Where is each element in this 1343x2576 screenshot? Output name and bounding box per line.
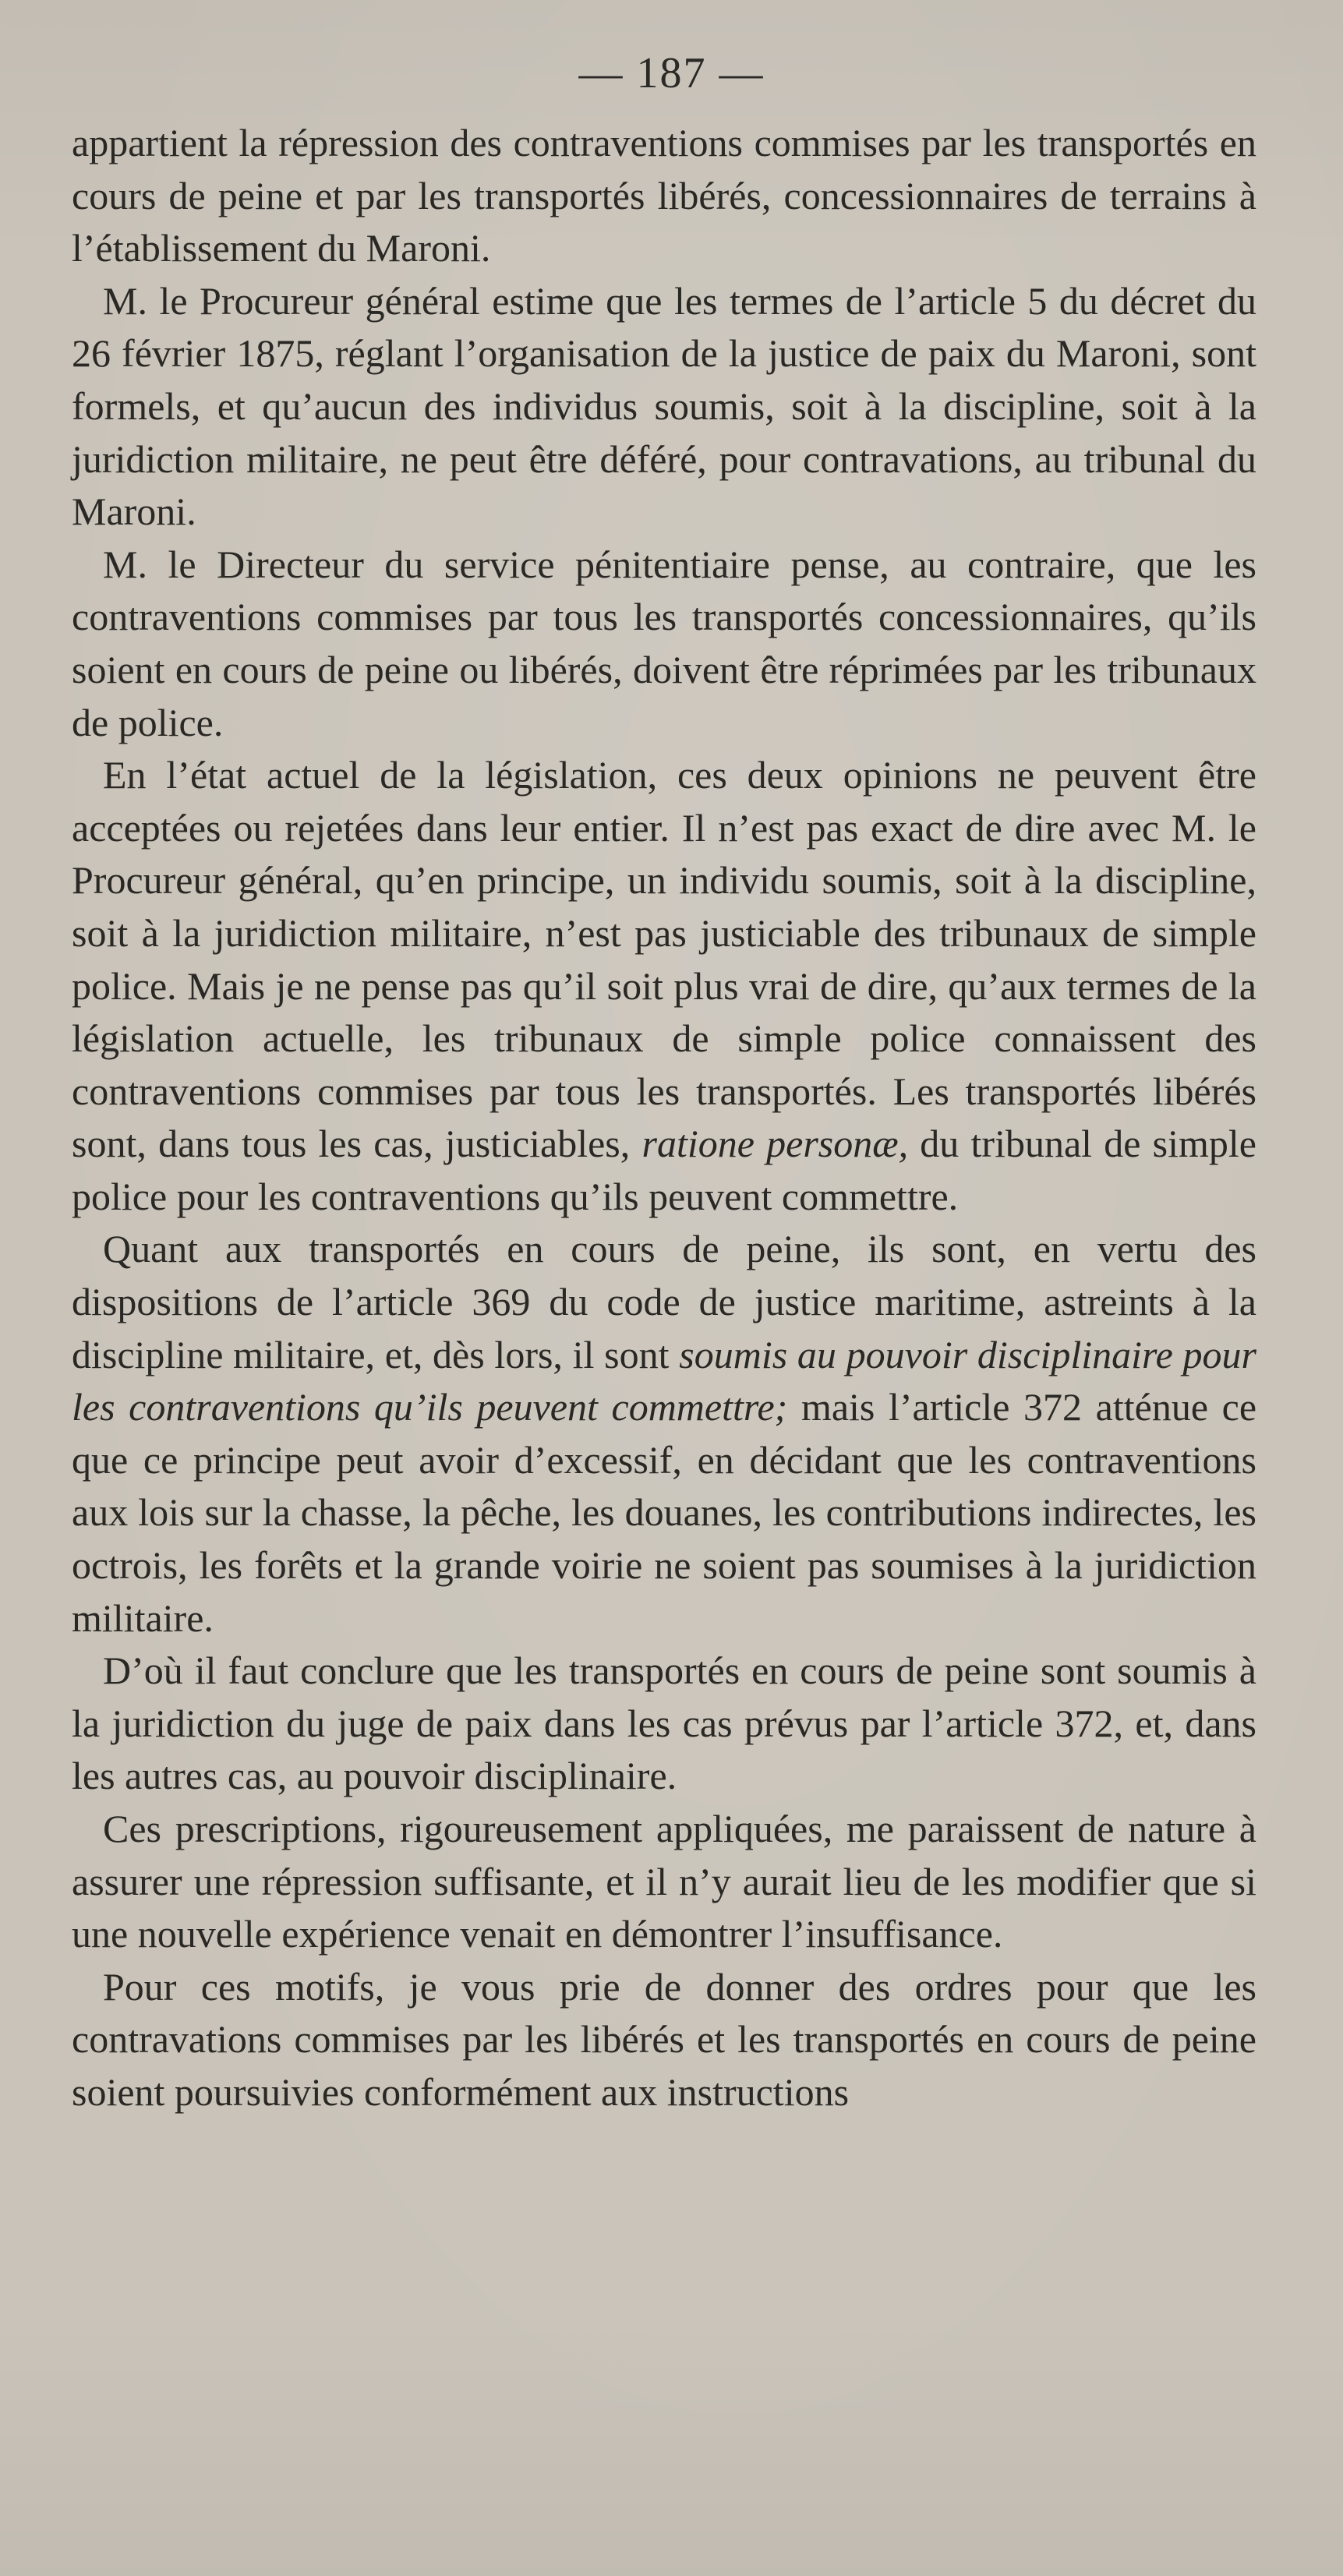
paragraph-8-text: Pour ces motifs, je vous prie de donner des ordres pour que les contravations commises par les libérés et les transportés en cours de peine soient poursuivies conformément aux instructions — [72, 1964, 1256, 2114]
paragraph-2-text: M. le Procureur général estime que les termes de l’article 5 du décret du 26 février 1875, réglant l’organisation de la justice de paix du Maroni, sont formels, et qu’aucun des individus soumis, soit à la discipline, soit à la juridiction militaire, ne peut être déféré, pour contravations, au tribunal du Maroni. — [72, 278, 1256, 534]
paragraph-3 — [72, 539, 1256, 749]
paragraph-3-text: M. le Directeur du service pénitentiaire pense, au contraire, que les contraventions commises par tous les transportés concessionnaires, qu’ils soient en cours de peine ou libérés, doivent être réprimées par les tribunaux de police. — [72, 542, 1256, 744]
paragraph-5-text-b: mais l’article 372 atténue ce que ce principe peut avoir d’excessif, en décidant que les contraventions aux lois sur la chasse, la pêche, les douanes, les contributions indirectes, les octrois, les forêts et la grande voirie ne soient pas soumises à la juridiction militaire. — [72, 1385, 1257, 1640]
paragraph-5-italic: soumis au pouvoir disciplinaire pour les contraventions qu’ils peuvent commettre; — [72, 1332, 1256, 1429]
paragraph-7 — [72, 1803, 1256, 1961]
paragraph-5 — [72, 1223, 1256, 1645]
paragraph-7-text: Ces prescriptions, rigoureusement appliquées, me paraissent de nature à assurer une répression suffisante, et il n’y aurait lieu de les modifier que si une nouvelle expérience venait en démontrer l’insuffisance. — [72, 1807, 1256, 1956]
page-number: — 187 — — [578, 49, 765, 97]
body-text — [72, 117, 1256, 2119]
paragraph-1-text: appartient la répression des contraventions commises par les transportés en cours de peine et par les transportés libérés, concessionnaires de terrains à l’établissement du Maroni. — [72, 121, 1256, 270]
paragraph-1 — [72, 117, 1256, 275]
paragraph-6-text: D’où il faut conclure que les transportés en cours de peine sont soumis à la juridiction du juge de paix dans les cas prévus par l’article 372, et, dans les autres cas, au pouvoir disciplinaire. — [72, 1648, 1256, 1798]
paragraph-4-text-b: du tribunal de simple police pour les contraventions qu’ils peuvent commettre. — [72, 1122, 1256, 1218]
paragraph-4-text-a: En l’état actuel de la législation, ces deux opinions ne peuvent être acceptées ou rejetées dans leur entier. Il n’est pas exact de dire avec M. le Procureur général, qu’en principe, un individu soumis, soit à la discipline, soit à la juridiction militaire, n’est pas justiciable des tribunaux de simple police. Mais je ne pense pas qu’il soit plus vrai de dire, qu’aux termes de la législation actuelle, les tribunaux de simple police connaissent des contraventions commises par tous les transportés. Les transportés libérés sont, dans tous les cas, justiciables, — [72, 753, 1256, 1166]
paragraph-4 — [72, 749, 1256, 1223]
paragraph-6 — [72, 1645, 1256, 1803]
paragraph-4-italic: ratione personæ, — [641, 1122, 909, 1166]
paragraph-2 — [72, 275, 1256, 539]
paragraph-5-text-a: Quant aux transportés en cours de peine, ils sont, en vertu des dispositions de l’article 369 du code de justice maritime, astreints à la discipline militaire, et, dès lors, il sont — [72, 1227, 1256, 1376]
paragraph-8 — [72, 1961, 1256, 2119]
